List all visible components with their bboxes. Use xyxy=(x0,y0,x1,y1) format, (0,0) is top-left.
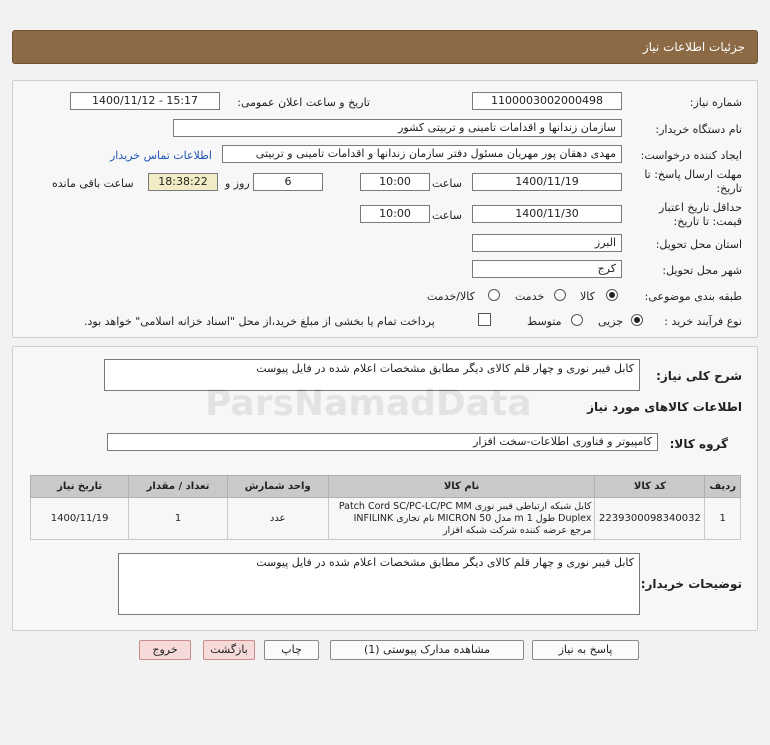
process-medium-radio[interactable] xyxy=(571,314,583,326)
category-goods-radio[interactable] xyxy=(606,289,618,301)
exit-button[interactable]: خروج xyxy=(139,640,191,660)
need-number-label: شماره نیاز: xyxy=(689,96,742,109)
cell-name xyxy=(328,498,595,540)
deadline-label-line1: مهلت ارسال پاسخ: تا xyxy=(644,168,742,181)
contact-buyer-link[interactable]: اطلاعات تماس خریدار xyxy=(110,149,212,162)
col-row-header: ردیف xyxy=(705,476,741,498)
col-date-header: تاریخ نیاز xyxy=(31,476,129,498)
print-button[interactable]: چاپ xyxy=(264,640,319,660)
cell-code: 2239300098340032 xyxy=(595,498,705,540)
validity-label-line2: قیمت: تا تاریخ: xyxy=(673,215,742,228)
cell-qty: 1 xyxy=(129,498,228,540)
col-unit-header: واحد شمارش xyxy=(227,476,328,498)
announce-datetime-label: تاریخ و ساعت اعلان عمومی: xyxy=(237,96,370,109)
remaining-label: ساعت باقی مانده xyxy=(52,177,134,190)
process-partial-label: جزیی xyxy=(598,315,624,328)
validity-time-field: 10:00 xyxy=(360,205,430,223)
process-medium-label: متوسط xyxy=(527,315,562,328)
process-partial-radio[interactable] xyxy=(631,314,643,326)
validity-time-label: ساعت xyxy=(432,209,462,222)
goods-group-label: گروه کالا: xyxy=(669,437,728,451)
cell-name-line3: مرجع عرضه کننده شرکت شبکه افزار xyxy=(442,524,592,536)
items-table-header-row xyxy=(31,476,741,498)
page-title: جزئیات اطلاعات نیاز xyxy=(642,40,745,54)
buyer-org-field: سازمان زندانها و اقدامات تامینی و تربیتی کشور xyxy=(173,119,622,137)
days-and-label: روز و xyxy=(225,177,250,190)
announce-datetime-field: 1400/11/12 - 15:17 xyxy=(70,92,220,110)
deadline-date-field: 1400/11/19 xyxy=(472,173,622,191)
col-code-header: کد کالا xyxy=(595,476,705,498)
cell-name-line1: کابل شبکه ارتباطی فیبر نوری Patch Cord SC/PC-LC/PC MM xyxy=(338,500,592,512)
cell-date: 1400/11/19 xyxy=(31,498,129,540)
category-goods-label: کالا xyxy=(580,290,595,303)
view-attachments-button[interactable]: مشاهده مدارک پیوستی (1) xyxy=(330,640,524,660)
category-service-label: خدمت xyxy=(515,290,545,303)
reply-button[interactable]: پاسخ به نیاز xyxy=(532,640,639,660)
cell-unit: عدد xyxy=(227,498,328,540)
cell-row: 1 xyxy=(705,498,741,540)
deadline-time-field: 10:00 xyxy=(360,173,430,191)
category-goods-service-label: کالا/خدمت xyxy=(427,290,475,303)
buyer-notes-field: کابل فیبر نوری و چهار قلم کالای دیگر مطابق مشخصات اعلام شده در فایل پیوست xyxy=(118,553,640,615)
province-field: البرز xyxy=(472,234,622,252)
items-table xyxy=(30,475,741,540)
need-number-field: 1100003002000498 xyxy=(472,92,622,110)
treasury-payment-note: پرداخت تمام یا بخشی از مبلغ خرید،از محل "اسناد خزانه اسلامی" خواهد بود. xyxy=(84,315,435,328)
buyer-org-label: نام دستگاه خریدار: xyxy=(655,123,742,136)
deadline-time-label: ساعت xyxy=(432,177,462,190)
page-header xyxy=(12,30,758,64)
deadline-label-line2: تاریخ: xyxy=(716,182,742,195)
validity-date-field: 1400/11/30 xyxy=(472,205,622,223)
remaining-time-field: 18:38:22 xyxy=(148,173,218,191)
col-qty-header: تعداد / مقدار xyxy=(129,476,228,498)
requester-field: مهدی دهقان پور مهریان مسئول دفتر سازمان زندانها و اقدامات تامینی و تربیتی xyxy=(222,145,622,163)
back-button[interactable]: بازگشت xyxy=(203,640,255,660)
buyer-notes-label: توضیحات خریدار: xyxy=(640,577,742,591)
requester-label: ایجاد کننده درخواست: xyxy=(640,149,742,162)
table-row xyxy=(31,498,741,540)
category-label: طبقه بندی موضوعی: xyxy=(644,290,742,303)
general-desc-field: کابل فیبر نوری و چهار قلم کالای دیگر مطابق مشخصات اعلام شده در فایل پیوست xyxy=(104,359,640,391)
category-service-radio[interactable] xyxy=(554,289,566,301)
goods-group-field: کامپیوتر و فناوری اطلاعات-سخت افزار xyxy=(107,433,658,451)
treasury-payment-checkbox[interactable] xyxy=(478,313,491,326)
city-field: کرج xyxy=(472,260,622,278)
validity-label-line1: حداقل تاریخ اعتبار xyxy=(658,201,742,214)
general-desc-label: شرح کلی نیاز: xyxy=(656,369,742,383)
city-label: شهر محل تحویل: xyxy=(662,264,742,277)
cell-name-line2: Duplex طول 1 m مدل MICRON 50 نام تجاری INFILINK xyxy=(353,512,592,524)
category-goods-service-radio[interactable] xyxy=(488,289,500,301)
col-name-header: نام کالا xyxy=(328,476,595,498)
process-type-label: نوع فرآیند خرید : xyxy=(664,315,742,328)
days-field: 6 xyxy=(253,173,323,191)
goods-info-heading: اطلاعات کالاهای مورد نیاز xyxy=(587,400,742,414)
province-label: استان محل تحویل: xyxy=(655,238,742,251)
